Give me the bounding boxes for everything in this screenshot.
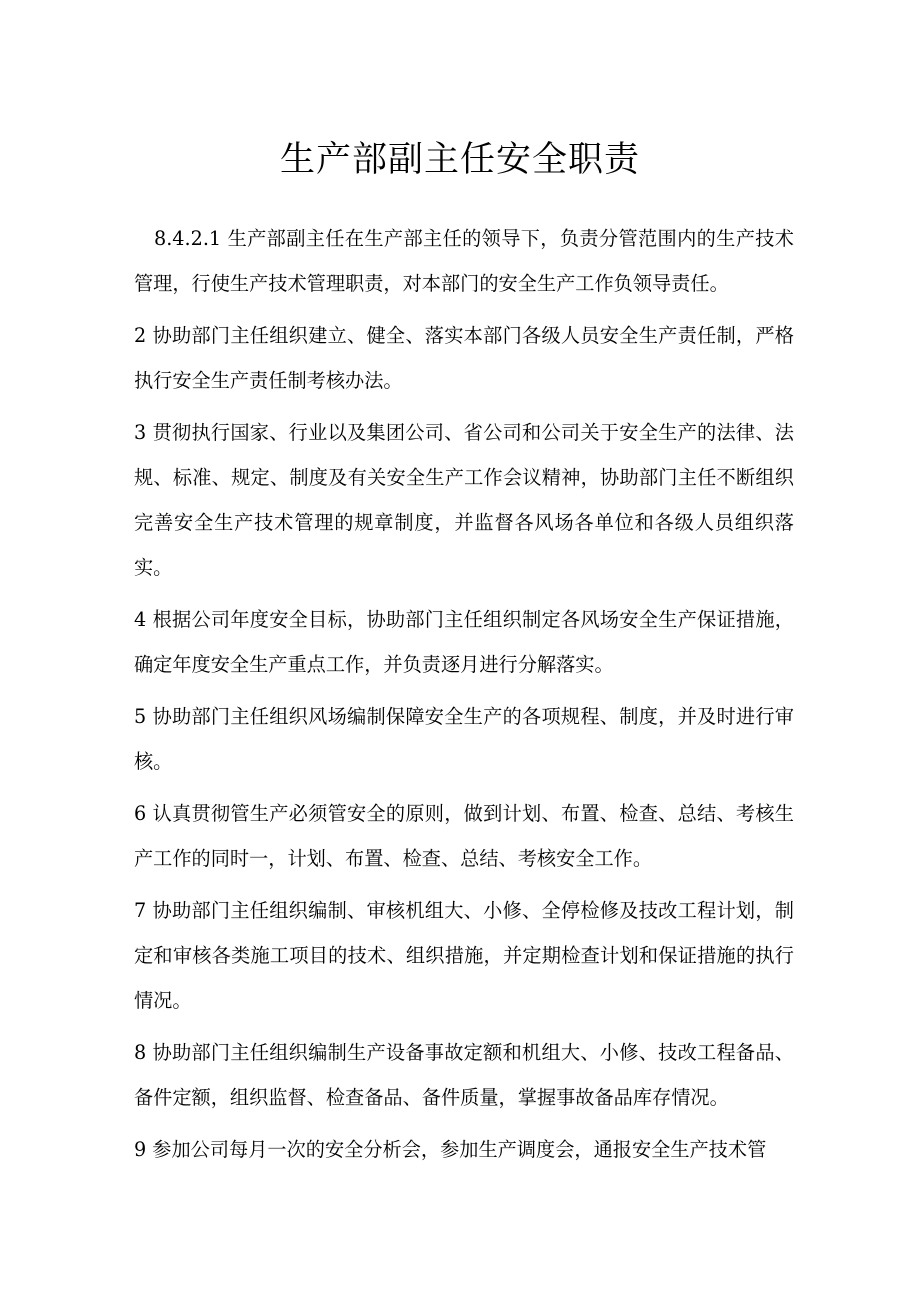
paragraph-5: 5 协助部门主任组织风场编制保障安全生产的各项规程、制度，并及时进行审核。 <box>134 705 794 773</box>
paragraph-6: 6 认真贯彻管生产必须管安全的原则，做到计划、布置、检查、总结、考核生产工作的同时一，计划、布置、检查、总结、考核安全工作。 <box>134 802 794 870</box>
document-title: 生产部副主任安全职责 <box>279 140 640 180</box>
paragraph-2: 2 协助部门主任组织建立、健全、落实本部门各级人员安全生产责任制，严格执行安全生产责任制考核办法。 <box>134 324 794 392</box>
document-body <box>134 216 794 1179</box>
paragraph-8: 8 协助部门主任组织编制生产设备事故定额和机组大、小修、技改工程备品、备件定额，组织监督、检查备品、备件质量，掌握事故备品库存情况。 <box>134 1041 794 1109</box>
paragraph-8-4-2-1: 8.4.2.1 生产部副主任在生产部主任的领导下，负责分管范围内的生产技术管理，行使生产技术管理职责，对本部门的安全生产工作负领导责任。 <box>134 227 794 295</box>
paragraph-9: 9 参加公司每月一次的安全分析会，参加生产调度会，通报安全生产技术管 <box>134 1138 767 1161</box>
paragraph-4: 4 根据公司年度安全目标，协助部门主任组织制定各风场安全生产保证措施，确定年度安全生产重点工作，并负责逐月进行分解落实。 <box>134 608 794 676</box>
paragraph-3: 3 贯彻执行国家、行业以及集团公司、省公司和公司关于安全生产的法律、法规、标准、规定、制度及有关安全生产工作会议精神，协助部门主任不断组织完善安全生产技术管理的规章制度，并监督各风场各单位和各级人员组织落实。 <box>134 421 794 579</box>
paragraph-7: 7 协助部门主任组织编制、审核机组大、小修、全停检修及技改工程计划，制定和审核各类施工项目的技术、组织措施，并定期检查计划和保证措施的执行情况。 <box>134 899 794 1012</box>
